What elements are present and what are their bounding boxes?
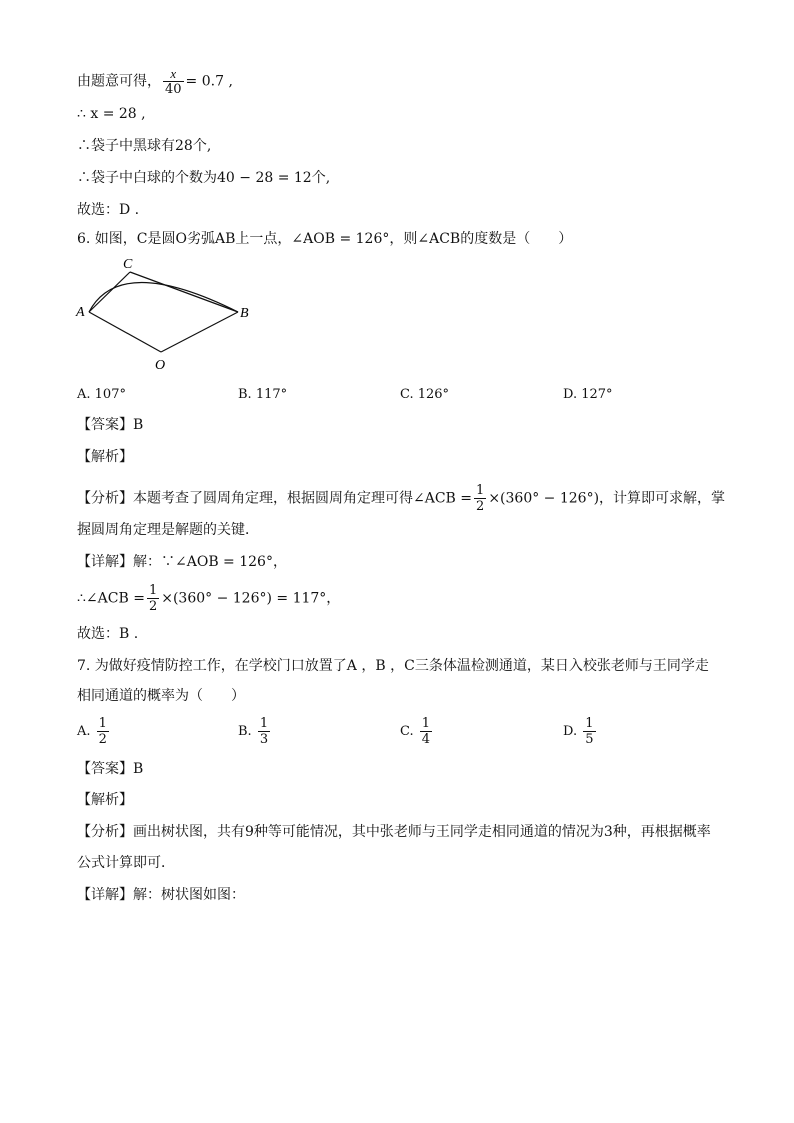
q7-stem-line1: 7. 为做好疫情防控工作，在学校门口放置了A ，B ，C三条体温检测通道，某日入校张老师与王同学走 — [77, 658, 709, 674]
radius-ob — [161, 312, 238, 352]
chord-ca — [89, 272, 130, 312]
sol5-line1 — [77, 66, 233, 97]
q7-answer: 【答案】B — [77, 761, 144, 777]
q6-detail-line2 — [77, 583, 340, 614]
q6-option-c: C. 126° — [400, 387, 450, 402]
q6-option-b: B. 117° — [238, 387, 288, 402]
q7-option-a-letter: A. — [77, 724, 91, 739]
q7-option-d — [563, 716, 598, 747]
q7-analysis-header: 【解析】 — [77, 792, 133, 808]
label-c: C — [123, 257, 133, 272]
q6-fenxi-num: 1 — [476, 483, 485, 498]
q7-option-a — [77, 716, 111, 747]
q6-fenxi-den: 2 — [476, 499, 485, 514]
q6-analysis-header: 【解析】 — [77, 449, 133, 465]
q6-option-d: D. 127° — [563, 387, 613, 402]
q6-answer: 【答案】B — [77, 417, 144, 433]
q6-fenxi-post: ×(360° − 126°)，计算即可求解，掌 — [488, 490, 726, 507]
q7-option-d-fraction — [583, 716, 595, 747]
q7-fenxi-line2: 公式计算即可． — [77, 855, 175, 871]
label-a: A — [76, 305, 85, 320]
q7-option-b-letter: B. — [238, 724, 252, 739]
q6-detail-post: ×(360° − 126°) = 117°， — [161, 590, 341, 607]
q6-option-a: A. 107° — [77, 387, 126, 402]
sol5-line5: 故选：D . — [77, 202, 140, 218]
q6-fenxi-line2: 握圆周角定理是解题的关键． — [77, 522, 259, 538]
q7-option-a-fraction — [97, 716, 109, 747]
sol5-line4: ∴袋子中白球的个数为40 − 28 = 12个, — [77, 170, 331, 186]
q6-detail-line1: 【详解】解：∵∠AOB = 126°， — [77, 554, 287, 570]
q7-option-c — [400, 716, 434, 747]
q6-detail-end: 故选：B . — [77, 626, 139, 642]
label-o: O — [155, 358, 166, 373]
q7-option-d-num: 1 — [585, 716, 594, 731]
sol5-fraction — [163, 66, 184, 97]
q7-option-b-fraction — [258, 716, 270, 747]
sol5-line3: ∴袋子中黑球有28个, — [77, 138, 212, 154]
sol5-line2: ∴ x = 28 , — [77, 106, 146, 122]
q7-stem-line2: 相同通道的概率为（ ） — [77, 688, 245, 704]
chord-cb — [130, 272, 238, 312]
q7-detail-line1: 【详解】解：树状图如图： — [77, 887, 245, 903]
sol5-line1-post: = 0.7 , — [185, 73, 233, 90]
radius-oa — [89, 312, 161, 352]
q7-option-c-den: 4 — [421, 732, 431, 747]
q7-option-d-letter: D. — [563, 724, 578, 739]
q7-option-c-num: 1 — [421, 716, 431, 731]
q7-option-b-den: 3 — [259, 732, 269, 747]
q6-fenxi-pre: 【分析】本题考查了圆周角定理，根据圆周角定理可得∠ACB = — [77, 490, 473, 507]
q7-option-d-den: 5 — [585, 732, 594, 747]
q7-fenxi-line1: 【分析】画出树状图，共有9种等可能情况，其中张老师与王同学走相同通道的情况为3种，再根据概率 — [77, 824, 711, 840]
q6-fenxi-fraction — [474, 483, 486, 514]
arc-acb — [89, 283, 238, 313]
q6-detail-den: 2 — [148, 599, 158, 614]
q7-option-c-fraction — [420, 716, 432, 747]
q6-detail-fraction — [147, 583, 159, 614]
q7-option-c-letter: C. — [400, 724, 414, 739]
sol5-frac-num: x — [170, 66, 177, 81]
sol5-line1-pre: 由题意可得， — [77, 73, 161, 90]
q7-option-a-den: 2 — [98, 732, 107, 747]
label-b: B — [240, 306, 249, 321]
q6-figure — [70, 255, 270, 375]
q7-option-b — [238, 716, 272, 747]
q6-stem: 6. 如图，C是圆O劣弧AB上一点，∠AOB = 126°，则∠ACB的度数是（ ） — [77, 231, 573, 247]
q7-option-a-num: 1 — [98, 716, 107, 731]
sol5-frac-den: 40 — [165, 82, 182, 97]
q6-detail-pre: ∴∠ACB = — [77, 590, 145, 607]
q7-option-b-num: 1 — [259, 716, 269, 731]
q6-detail-num: 1 — [148, 583, 158, 598]
q6-fenxi-line1 — [77, 483, 725, 514]
